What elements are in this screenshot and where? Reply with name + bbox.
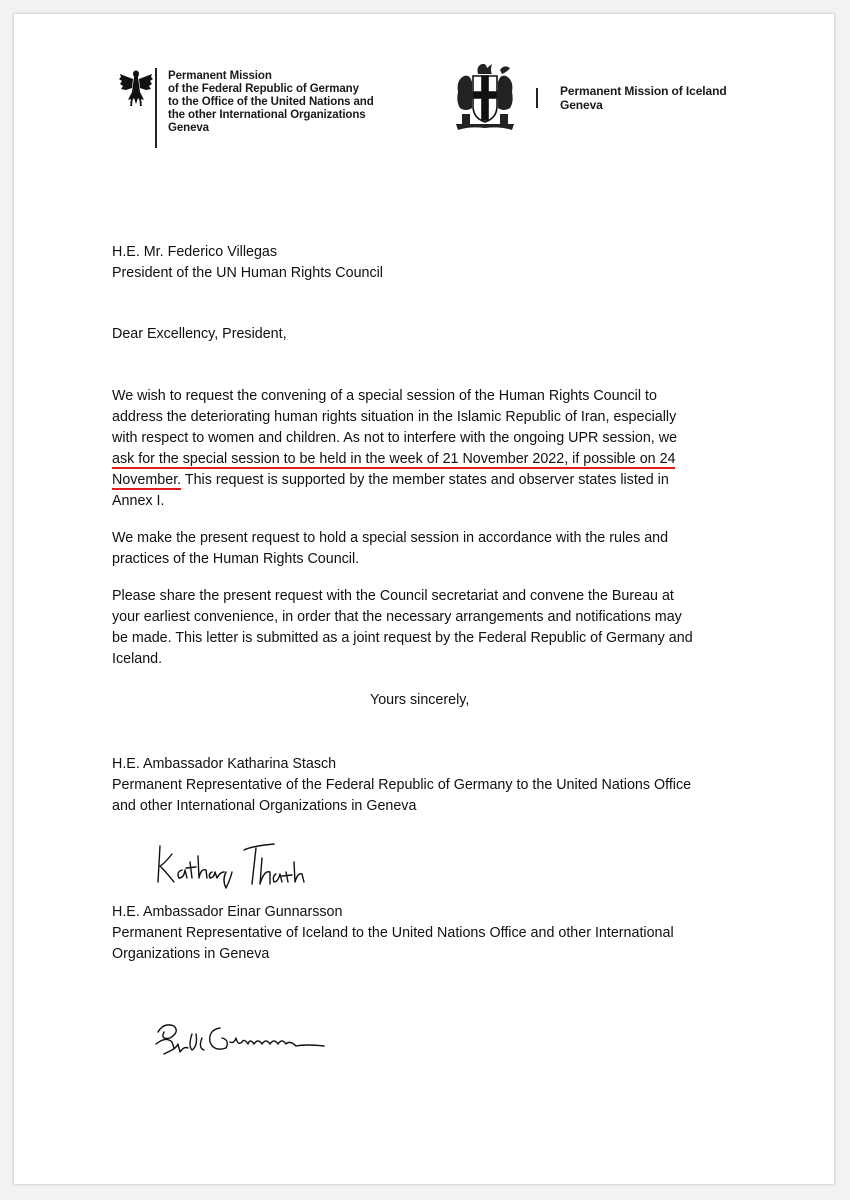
signatory-name: H.E. Ambassador Katharina Stasch (112, 756, 337, 772)
germany-header-line: to the Office of the United Nations and (168, 96, 374, 108)
addressee-name: H.E. Mr. Federico Villegas (112, 244, 278, 260)
signature-germany (152, 832, 312, 894)
paragraph-rules (112, 528, 722, 570)
paragraph-line: address the deteriorating human rights situation in the Islamic Republic of Iran, especially (112, 409, 677, 425)
germany-header-line: of the Federal Republic of Germany (168, 83, 359, 95)
paragraph-line: We wish to request the convening of a special session of the Human Rights Council to (112, 388, 657, 404)
signatory-title: Permanent Representative of the Federal Republic of Germany to the United Nations Office (112, 777, 692, 793)
signatory-title: Permanent Representative of Iceland to the United Nations Office and other International (112, 925, 674, 941)
highlighted-date-text: November. (112, 472, 182, 488)
iceland-divider (536, 88, 538, 108)
germany-header-line: Geneva (168, 122, 209, 134)
germany-mission-header (168, 70, 374, 135)
highlighted-date-text: ask for the special session to be held in the week of 21 November 2022, if possible on 24 (112, 451, 676, 467)
paragraph-line: This request is supported by the member states and observer states listed in (181, 472, 669, 488)
paragraph-line: practices of the Human Rights Council. (112, 551, 360, 567)
germany-header-line: Permanent Mission (168, 70, 272, 82)
salutation: Dear Excellency, President, (112, 326, 287, 342)
iceland-header-line: Permanent Mission of Iceland (560, 84, 727, 98)
addressee-title: President of the UN Human Rights Council (112, 265, 383, 281)
paragraph-line: Please share the present request with the Council secretariat and convene the Bureau at (112, 588, 674, 604)
paragraph-line: Iceland. (112, 651, 163, 667)
iceland-header-line: Geneva (560, 98, 603, 112)
germany-header-line: the other International Organizations (168, 109, 366, 121)
signatory-title: and other International Organizations in Geneva (112, 798, 417, 814)
iceland-coat-of-arms-icon (452, 62, 518, 134)
signatory-iceland (112, 902, 722, 965)
closing: Yours sincerely, (370, 692, 470, 708)
paragraph-line: be made. This letter is submitted as a joint request by the Federal Republic of Germany and (112, 630, 693, 646)
letter-page (14, 14, 834, 1184)
paragraph-line: with respect to women and children. As not to interfere with the ongoing UPR session, we (112, 430, 678, 446)
german-eagle-icon (118, 68, 154, 108)
paragraph-line: your earliest convenience, in order that the necessary arrangements and notifications may (112, 609, 682, 625)
paragraph-secretariat (112, 586, 722, 670)
signatory-germany (112, 754, 722, 817)
signatory-name: H.E. Ambassador Einar Gunnarsson (112, 904, 343, 920)
signature-iceland (150, 1014, 330, 1058)
paragraph-line: Annex I. (112, 493, 165, 509)
iceland-mission-header (560, 84, 727, 112)
addressee-block (112, 242, 722, 284)
germany-divider (155, 68, 157, 148)
paragraph-request (112, 386, 722, 512)
signatory-title: Organizations in Geneva (112, 946, 270, 962)
paragraph-line: We make the present request to hold a special session in accordance with the rules and (112, 530, 669, 546)
